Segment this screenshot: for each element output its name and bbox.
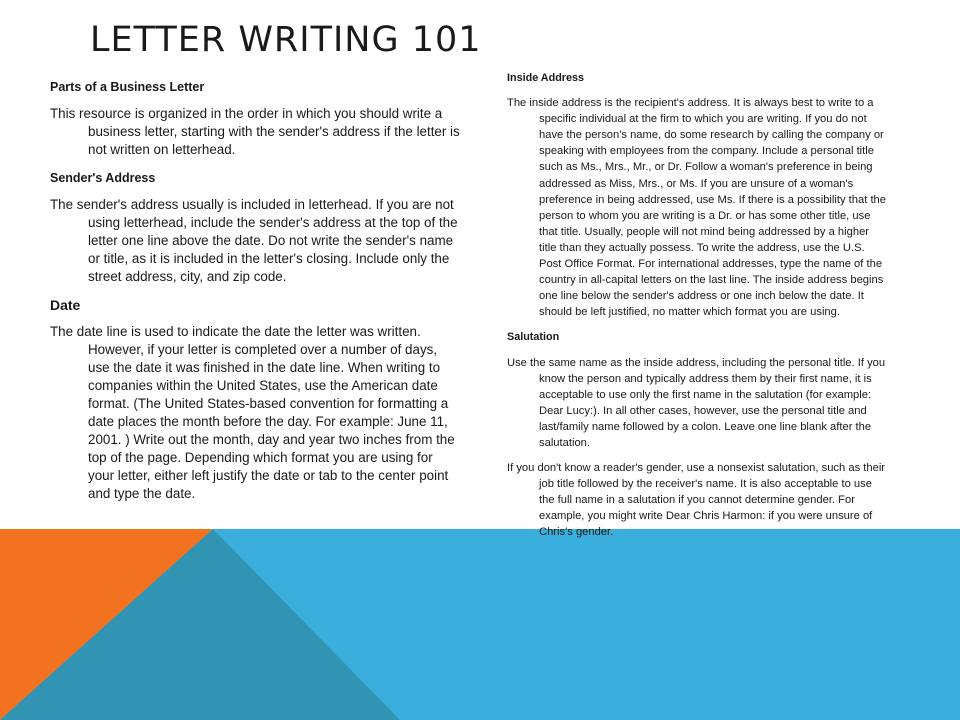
- date-body: The date line is used to indicate the date the letter was written. However, if your letter is completed over a number of days, use the date it was finished in the date line. When writing to companies within the United States, use the American date format. (The United States-based convention for formatting a date places the month before the day. For example: June 11, 2001. ) Write out the month, day and year two inches from the top of the page. Depending which format you are using for your letter, either left justify the date or tab to the center point and type the date.: [50, 324, 455, 501]
- slide-title: LETTER WRITING 101: [90, 20, 482, 60]
- salutation-body: Use the same name as the inside address, including the personal title. If you know the person and typically address them by their first name, it is acceptable to use only the first name in the salutation (for example: Dear Lucy:). In all other cases, however, use the personal title and last/family name followed by a colon. Leave one line blank after the salutation.: [507, 356, 886, 449]
- intro-heading: Parts of a Business Letter: [50, 80, 205, 94]
- intro-body: This resource is organized in the order in which you should write a business letter, starting with the sender's address if the letter is not written on letterhead.: [50, 106, 460, 157]
- salutation-heading: Salutation: [507, 331, 560, 344]
- sender-address-body: The sender's address usually is included in letterhead. If you are not using letterhead, include the sender's address at the top of the letter one line above the date. Do not write the sender's name or title, as it is included in the letter's closing. Include only the street address, city, and zip code.: [50, 197, 458, 284]
- right-column: [507, 70, 887, 550]
- gender-salutation-body: If you don't know a reader's gender, use a nonsexist salutation, such as their job title followed by the receiver's name. It is also acceptable to use the full name in a salutation if you cannot determine gender. For example, you might write Dear Chris Harmon: if you were unsure of Chris's gender.: [507, 462, 886, 539]
- inside-address-heading: Inside Address: [507, 72, 585, 84]
- inside-address-body: The inside address is the recipient's address. It is always best to write to a specific individual at the firm to which you are writing. If you do not have the person's name, do some research by calling the company or speaking with employees from the company. Include a personal title such as Ms., Mrs., Mr., or Dr. Follow a woman's preference in being addressed as Miss, Mrs., or Ms. If you are unsure of a woman's preference in being addressed, use Ms. If there is a possibility that the person to whom you are writing is a Dr. or has some other title, use that title. Usually, people will not mind being addressed by a higher title than they actually possess. To write the address, use the U.S. Post Office Format. For international addresses, type the name of the country in all-capital letters on the last line. The inside address begins one line below the sender's address or one inch below the date. It should be left justified, no matter which format you are using.: [507, 97, 887, 319]
- date-heading: Date: [50, 297, 81, 313]
- left-column: [50, 78, 460, 513]
- sender-address-heading: Sender's Address: [50, 171, 156, 185]
